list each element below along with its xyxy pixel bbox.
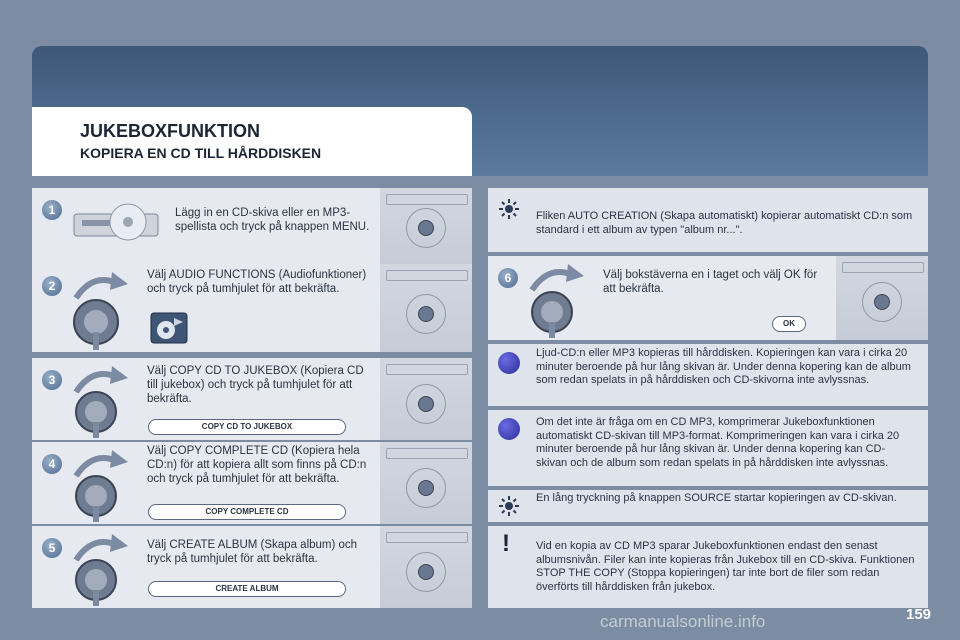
radio-illustration: [380, 264, 472, 352]
radio-button-row: [386, 364, 468, 375]
note-text: En lång tryckning på knappen SOURCE startar kopieringen av CD-skivan.: [536, 492, 897, 504]
radio-knob: [418, 564, 434, 580]
radio-button-row: [386, 448, 468, 459]
step-2: [32, 264, 472, 352]
watermark: carmanualsonline.info: [600, 612, 766, 631]
radio-knob: [418, 396, 434, 412]
note-text: Om det inte är fråga om en CD MP3, komprimerar Jukeboxfunktionen automatiskt CD-skivan till MP3-format. Komprimeringen kan vara i cirka 20 minuter beroende på hur lång skivan är. Under denna kopering kan CD-skivan och de album som redan spelats in på hårddisken inte avlyssnas.: [536, 416, 900, 469]
step-text: Välj bokstäverna en i taget och välj OK för att bekräfta.: [603, 269, 818, 295]
cd-player-icon: [72, 200, 160, 244]
step-4: [32, 442, 472, 524]
step-3: [32, 358, 472, 440]
thumbwheel-icon: [518, 262, 598, 332]
radio-button-row: [386, 532, 468, 543]
thumbwheel-icon: [62, 270, 142, 340]
menu-option-create-album: CREATE ALBUM: [148, 581, 346, 597]
note-text: Vid en kopia av CD MP3 sparar Jukeboxfunktionen endast den senast albumsnivån. Filer kan inte kopieras från Jukebox till en CD-skiva. Funktionen STOP THE COPY (Stoppa kopieringen) tar inte bort de filer som redan överförts till hårddisken från jukebox.: [536, 540, 915, 593]
sun-icon: [498, 198, 520, 220]
step-badge: 3: [42, 370, 62, 390]
radio-illustration: [380, 526, 472, 608]
note-compression: [488, 410, 928, 486]
warning-icon: !: [502, 530, 510, 557]
note-warning: [488, 526, 928, 608]
radio-button-row: [386, 194, 468, 205]
audio-functions-icon: [150, 312, 188, 344]
info-icon: [498, 418, 520, 440]
step-text: Lägg in en CD-skiva eller en MP3-spellista och tryck på knappen MENU.: [175, 207, 370, 233]
page-subtitle: KOPIERA EN CD TILL HÅRDDISKEN: [80, 145, 322, 161]
note-copy-duration: [488, 344, 928, 406]
ok-button-label: OK: [772, 316, 806, 332]
page-title: JUKEBOXFUNKTION: [80, 121, 261, 141]
step-5: [32, 526, 472, 608]
thumbwheel-icon: [62, 532, 142, 602]
note-text: Ljud-CD:n eller MP3 kopieras till hårddisken. Kopieringen kan vara i cirka 20 minuter beroende på hur lång skivan är. Under denna kopering kan de album som redan spelats in på hårddisken och CD-skivorna inte avlyssnas.: [536, 347, 911, 386]
step-badge: 6: [498, 268, 518, 288]
radio-illustration: [836, 256, 928, 340]
step-badge: 5: [42, 538, 62, 558]
step-text: Välj COPY CD TO JUKEBOX (Kopiera CD till jukebox) och tryck på tumhjulet för att bekräfta.: [147, 365, 364, 405]
thumbwheel-icon: [62, 448, 142, 518]
radio-button-row: [386, 270, 468, 281]
step-text: Välj COPY COMPLETE CD (Kopiera hela CD:n) för att kopiera allt som finns på CD:n och tryck på tumhjulet för att bekräfta.: [147, 445, 367, 485]
note-source: [488, 490, 928, 522]
menu-option-copy-cd-to-jukebox: COPY CD TO JUKEBOX: [148, 419, 346, 435]
radio-knob: [874, 294, 890, 310]
note-text: Fliken AUTO CREATION (Skapa automatiskt) kopierar automatiskt CD:n som standard i ett album av typen "album nr...".: [536, 210, 913, 236]
radio-knob: [418, 480, 434, 496]
radio-illustration: [380, 358, 472, 440]
page-number: 159: [906, 606, 932, 623]
step-badge: 4: [42, 454, 62, 474]
radio-illustration: [380, 442, 472, 524]
step-1: [32, 188, 472, 264]
menu-option-copy-complete-cd: COPY COMPLETE CD: [148, 504, 346, 520]
thumbwheel-icon: [62, 364, 142, 434]
radio-knob: [418, 220, 434, 236]
radio-illustration: [380, 188, 472, 264]
step-text: Välj CREATE ALBUM (Skapa album) och tryck på tumhjulet för att bekräfta.: [147, 539, 358, 565]
note-auto-creation: [488, 188, 928, 252]
radio-button-row: [842, 262, 924, 273]
step-badge: 2: [42, 276, 62, 296]
step-6: [488, 256, 928, 340]
radio-knob: [418, 306, 434, 322]
title-panel: [32, 107, 472, 176]
sun-icon: [498, 495, 520, 517]
info-icon: [498, 352, 520, 374]
step-badge: 1: [42, 200, 62, 220]
step-text: Välj AUDIO FUNCTIONS (Audiofunktioner) och tryck på tumhjulet för att bekräfta.: [147, 269, 367, 295]
